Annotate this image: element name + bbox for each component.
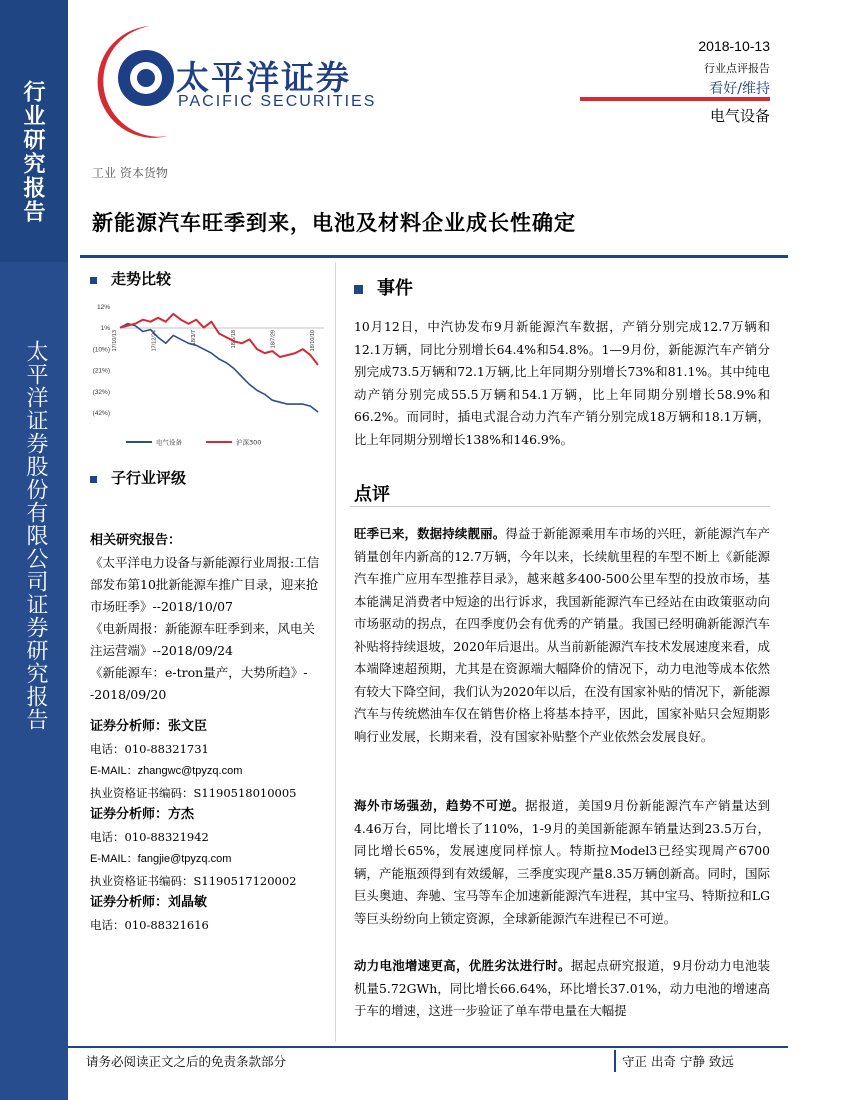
x-tick-label: 18/10/10	[310, 330, 316, 352]
event-heading: 事件	[354, 274, 413, 300]
analyst-cert: 执业资格证书编码：S1190518010005	[90, 786, 297, 800]
paragraph-lead: 海外市场强劲，趋势不可逆。	[354, 798, 526, 813]
x-tick-label: 18/7/29	[270, 330, 277, 349]
x-tick-label: 18/3/7	[191, 330, 198, 346]
y-tick-label: 12%	[96, 304, 110, 311]
side-label-company: 太平洋证券股份有限公司证券研究报告	[23, 340, 48, 731]
analyst-email[interactable]: E-MAIL：zhangwc@tpyzq.com	[90, 765, 243, 777]
x-tick-label: 17/12/24	[151, 330, 158, 352]
related-heading: 相关研究报告：	[90, 533, 182, 548]
review-paragraph: 海外市场强劲，趋势不可逆。据报道，美国9月份新能源汽车产销量达到4.46万台，同比增长了110%，1-9月的美国新能源车销量达到23.5万台，同比增长65%，发展速度同样惊人。特斯拉Model3已经实现周产6700辆，产能瓶颈得到有效缓解，三季度实现产量8.35万辆创新高。同时，国际巨头奥迪、奔驰、宝马等车企加速新能源汽车进程，其中宝马、特斯拉和LG等巨头纷纷向上锁定资源，全球新能源汽车进程已不可逆。	[354, 798, 771, 926]
bullet-square-icon	[90, 277, 97, 284]
logo-name-cn: 太平洋证券	[176, 58, 351, 97]
x-tick-label: 17/10/13	[112, 330, 118, 352]
analyst-name: 证券分析师：刘晶敏	[90, 895, 208, 910]
review-paragraph: 旺季已来，数据持续靓丽。得益于新能源乘用车市场的兴旺，新能源汽车产销量创年内新高的12.7万辆，今年以来，长续航里程的车型不断上《新能源汽车推广应用车型推荐目录》，越来越多400-500公里车型的投放市场，基本能满足消费者中短途的出行诉求，我国新能源汽车已经站在由政策驱动向市场驱动的拐点，在四季度仍会有优秀的产销量。我国已经明确新能源汽车补贴将持续退坡，2020年后退出。从当前新能源汽车技术发展速度来看，成本端降速超预期，尤其是在资源端大幅降价的情况下，动力电池等成本依然有较大下降空间，我们认为2020年以后，在没有国家补贴的情况下，新能源汽车与传统燃油车仅在销售价格上将基本持平，因此，国家补贴只会短期影响行业发展，长期来看，没有国家补贴整个产业依然会发展良好。	[354, 526, 771, 744]
bullet-square-icon	[90, 476, 97, 483]
column-divider	[335, 262, 336, 1042]
sector-path: 工业 资本货物	[92, 166, 168, 180]
analyst-name: 证券分析师：张文臣	[90, 719, 208, 734]
paragraph-lead: 动力电池增速更高，优胜劣汰进行时。	[354, 958, 571, 973]
review-heading: 点评	[354, 484, 390, 505]
footer-motto: 守正 出奇 宁静 致远	[622, 1054, 734, 1069]
analyst-cert: 执业资格证书编码：S1190517120002	[90, 874, 297, 888]
side-label-top: 行业研究报告	[20, 80, 46, 224]
trend-chart	[86, 292, 330, 452]
related-report-item[interactable]: 《电新周报：新能源车旺季到来，风电关注运营端》--2018/09/24	[90, 621, 316, 658]
series-line	[120, 314, 318, 365]
analyst-phone: 电话：010-88321616	[90, 918, 209, 932]
analyst-email[interactable]: E-MAIL：fangjie@tpyzq.com	[90, 853, 232, 865]
legend-label: 沪深300	[236, 438, 262, 447]
related-reports	[90, 530, 322, 936]
y-tick-label: (21%)	[92, 367, 110, 375]
y-tick-label: 1%	[100, 325, 110, 333]
page-title: 新能源汽车旺季到来，电池及材料企业成长性确定	[92, 210, 576, 235]
trend-heading: 走势比较	[90, 268, 171, 289]
report-date: 2018-10-13	[698, 38, 770, 54]
logo-name-en: PACIFIC SECURITIES	[178, 93, 377, 110]
title-divider	[80, 255, 788, 258]
x-tick-label: 18/5/18	[230, 330, 237, 349]
industry-name: 电气设备	[709, 107, 770, 125]
paragraph-lead: 旺季已来，数据持续靓丽。	[354, 526, 506, 541]
review-divider	[350, 506, 770, 507]
y-tick-label: (10%)	[92, 346, 110, 354]
rating-underline	[580, 97, 770, 101]
event-text: 10月12日，中汽协发布9月新能源汽车数据，产销分别完成12.7万辆和12.1万辆，同比分别增长64.4%和54.8%。1—9月份，新能源汽车产销分别完成73.5万辆和72.1万辆,比上年同期分别增长73%和81.1%。其中纯电动产销分别完成55.5万辆和54.1万辆，比上年同期分别增长58.9%和66.2%。而同时，插电式混合动力汽车产销分别完成18万辆和18.1万辆，比上年同期分别增长138%和146.9%。	[354, 319, 770, 447]
report-type: 行业点评报告	[704, 62, 770, 75]
analyst-phone: 电话：010-88321731	[90, 742, 209, 756]
related-report-item[interactable]: 《太平洋电力设备与新能源行业周报:工信部发布第10批新能源车推广目录，迎来抢市场旺季》--2018/10/07	[90, 555, 320, 614]
related-report-item[interactable]: 《新能源车：e-tron量产，大势所趋》--2018/09/20	[90, 665, 308, 702]
series-line	[120, 324, 318, 412]
y-tick-label: (42%)	[92, 410, 110, 417]
legend-label: 电气设备	[156, 438, 182, 447]
analyst-name: 证券分析师：方杰	[90, 807, 195, 822]
review-paragraph: 动力电池增速更高，优胜劣汰进行时。据起点研究报道，9月份动力电池装机量5.72GWh，同比增长66.64%，环比增长37.01%，动力电池的增速高于车的增速，这进一步验证了单车带电量在大幅提	[354, 958, 770, 1018]
industry-rating: 看好/维持	[709, 81, 770, 97]
footer-disclaimer: 请务必阅读正文之后的免责条款部分	[86, 1054, 287, 1069]
bullet-square-icon	[354, 285, 363, 294]
analyst-phone: 电话：010-88321942	[90, 830, 209, 844]
footer-divider	[68, 1046, 788, 1048]
subindustry-rating-heading: 子行业评级	[90, 467, 186, 488]
y-tick-label: (32%)	[92, 388, 110, 396]
